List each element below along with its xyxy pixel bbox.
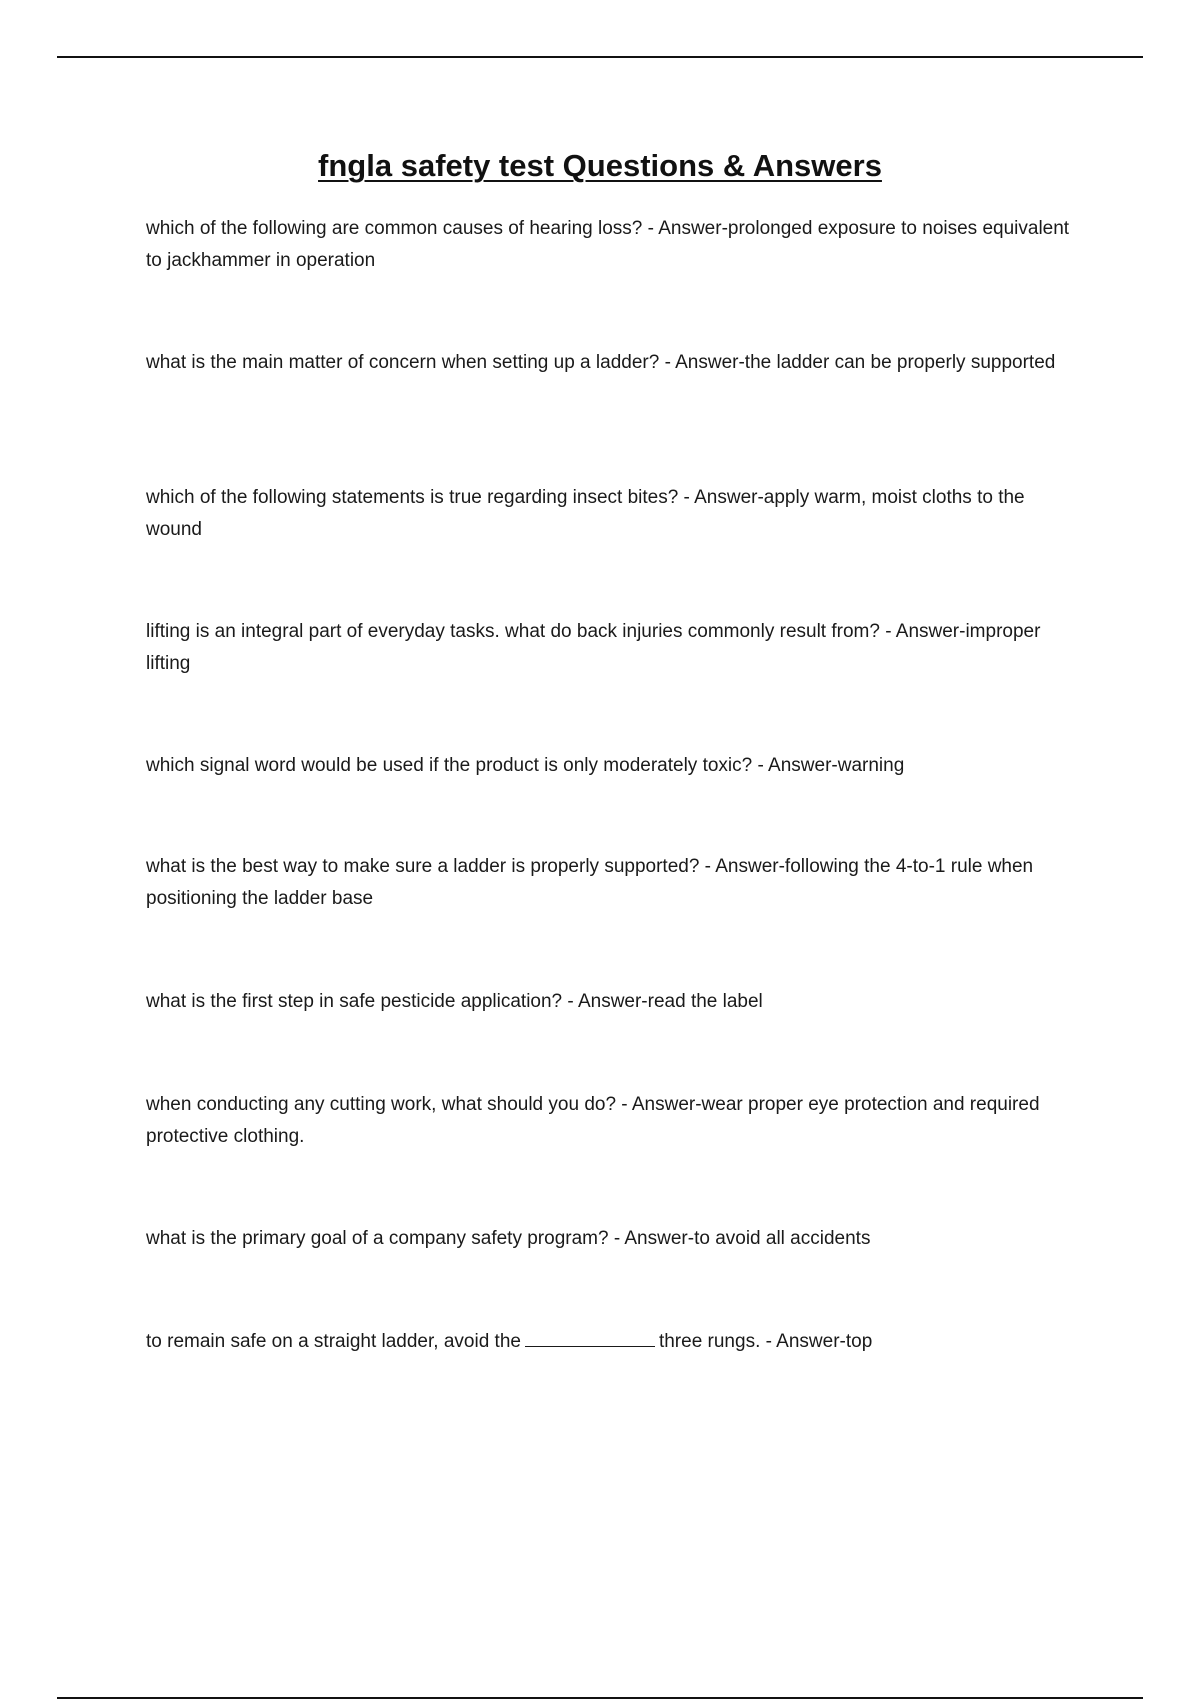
page-title: fngla safety test Questions & Answers xyxy=(318,148,882,183)
qa-item-2: what is the main matter of concern when setting up a ladder? - Answer-the ladder can be properly supported xyxy=(146,352,1056,373)
qa-item-10-answer: three rungs. - Answer-top xyxy=(658,1331,873,1352)
header-rule xyxy=(57,56,1143,58)
qa-item-10-question: to remain safe on a straight ladder, avoid the xyxy=(146,1331,521,1352)
footer-rule xyxy=(57,1697,1143,1699)
qa-item-7: what is the first step in safe pesticide application? - Answer-read the label xyxy=(146,991,763,1012)
qa-item-10 xyxy=(146,1326,1076,1358)
qa-item-9: what is the primary goal of a company safety program? - Answer-to avoid all accidents xyxy=(146,1228,871,1249)
qa-item-4: lifting is an integral part of everyday tasks. what do back injuries commonly result from? - Answer-improper lifting xyxy=(146,621,1041,674)
qa-item-6: what is the best way to make sure a ladder is properly supported? - Answer-following the 4-to-1 rule when positioning the ladder base xyxy=(146,856,1034,909)
qa-item-3: which of the following statements is true regarding insect bites? - Answer-apply warm, moist cloths to the wound xyxy=(146,487,1025,540)
qa-item-1: which of the following are common causes of hearing loss? - Answer-prolonged exposure to noises equivalent to jackhammer in operation xyxy=(146,218,1070,271)
qa-item-5: which signal word would be used if the product is only moderately toxic? - Answer-warning xyxy=(146,755,905,776)
qa-item-8: when conducting any cutting work, what should you do? - Answer-wear proper eye protection and required protective clothing. xyxy=(146,1094,1040,1147)
fill-in-blank-line xyxy=(525,1328,655,1347)
